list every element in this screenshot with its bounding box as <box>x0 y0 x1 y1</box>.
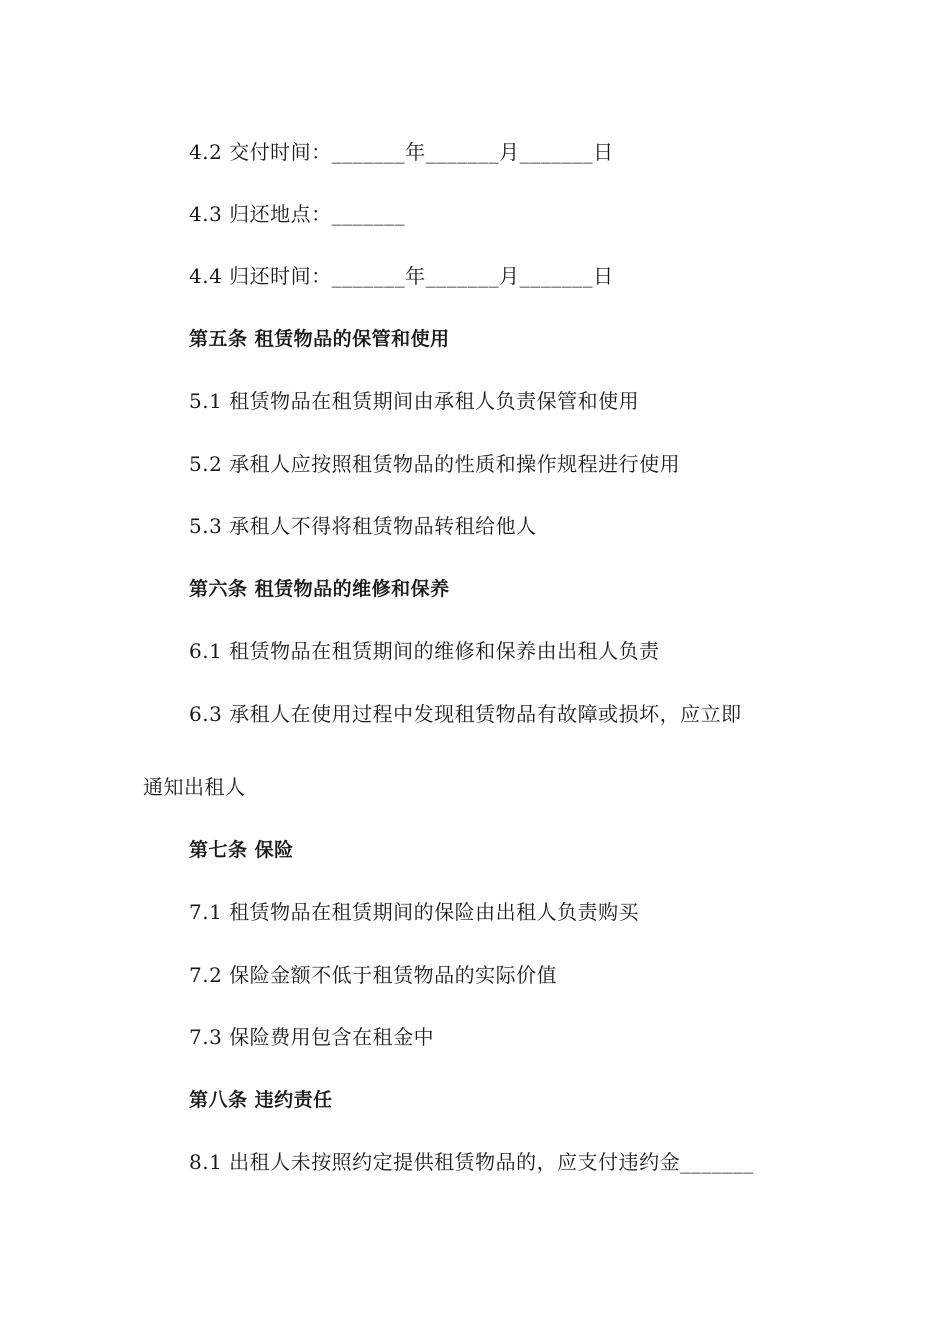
clause-7-1: 7.1 租赁物品在租赁期间的保险由出租人负责购买 <box>189 900 640 924</box>
article-8-heading: 第八条 违约责任 <box>189 1089 333 1111</box>
clause-6-3-continuation: 通知出租人 <box>143 775 246 799</box>
clause-5-3: 5.3 承租人不得将租赁物品转租给他人 <box>189 514 537 538</box>
clause-7-3: 7.3 保险费用包含在租金中 <box>189 1025 435 1049</box>
clause-8-1: 8.1 出租人未按照约定提供租赁物品的，应支付违约金_______ <box>189 1150 754 1174</box>
article-7-heading: 第七条 保险 <box>189 839 294 861</box>
clause-5-1: 5.1 租赁物品在租赁期间由承租人负责保管和使用 <box>189 389 640 413</box>
clause-7-2: 7.2 保险金额不低于租赁物品的实际价值 <box>189 963 558 987</box>
clause-4-4: 4.4 归还时间：_______年_______月_______日 <box>189 264 614 288</box>
clause-4-2: 4.2 交付时间：_______年_______月_______日 <box>189 140 614 164</box>
clause-6-1: 6.1 租赁物品在租赁期间的维修和保养由出租人负责 <box>189 639 660 663</box>
article-5-heading: 第五条 租赁物品的保管和使用 <box>189 328 450 350</box>
article-6-heading: 第六条 租赁物品的维修和保养 <box>189 578 450 600</box>
clause-6-3: 6.3 承租人在使用过程中发现租赁物品有故障或损坏，应立即 <box>189 702 742 726</box>
clause-5-2: 5.2 承租人应按照租赁物品的性质和操作规程进行使用 <box>189 452 681 476</box>
clause-4-3: 4.3 归还地点：_______ <box>189 202 406 226</box>
